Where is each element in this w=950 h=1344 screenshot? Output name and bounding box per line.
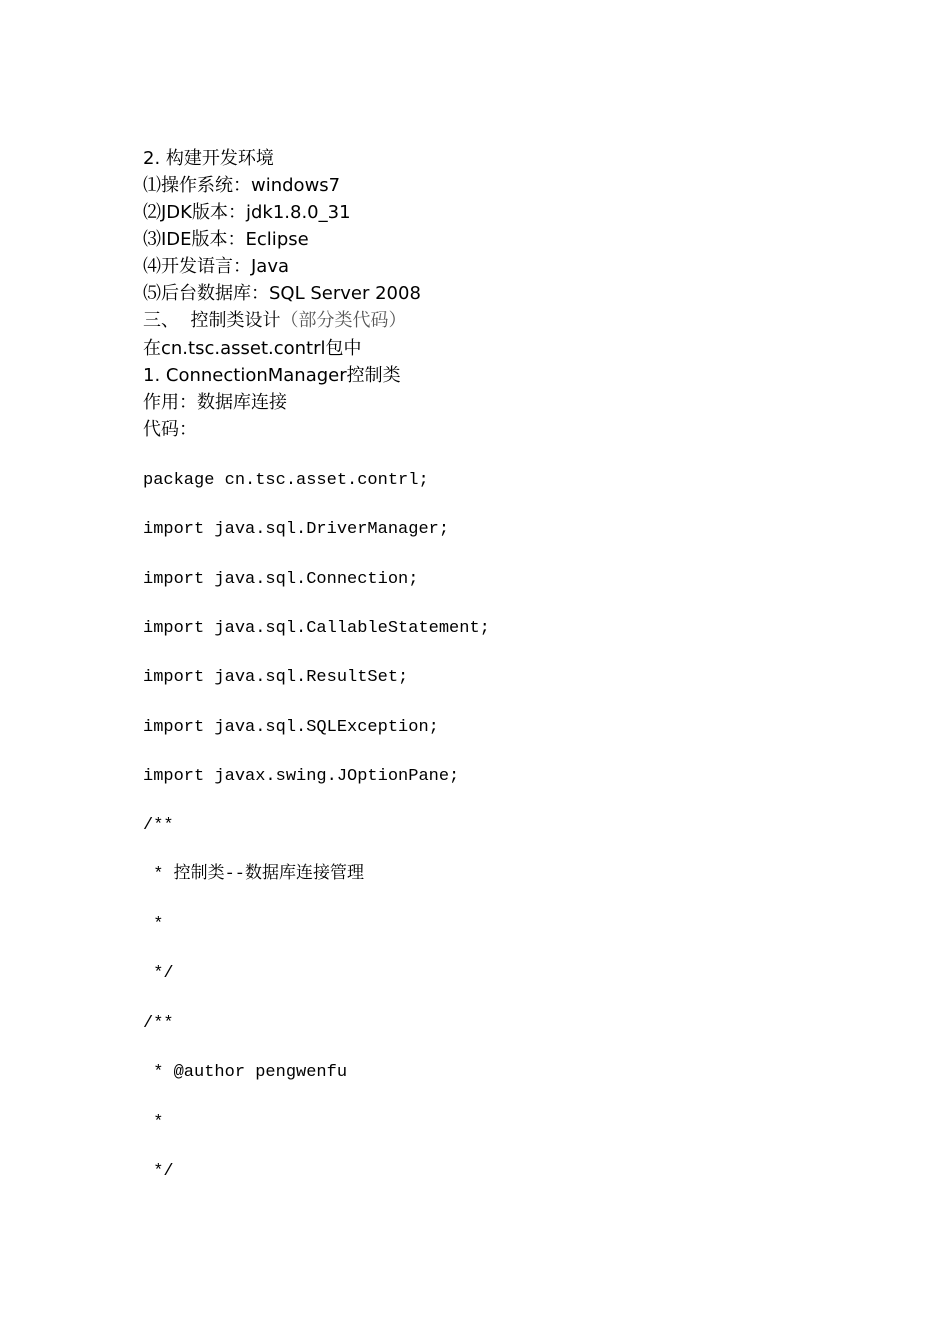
heading-note: （部分类代码） [280, 310, 407, 331]
code-line: import java.sql.CallableStatement; [143, 619, 490, 638]
code-line: import java.sql.SQLException; [143, 718, 439, 737]
section-control-heading [143, 310, 406, 332]
code-line: * @author pengwenfu [143, 1063, 348, 1082]
class-purpose: 作用：数据库连接 [143, 392, 287, 413]
env-item-database: ⑸后台数据库：SQL Server 2008 [143, 283, 421, 304]
code-line: * [143, 1113, 164, 1132]
code-line: import javax.swing.JOptionPane; [143, 767, 460, 786]
section-env-title: 2. 构建开发环境 [143, 148, 274, 169]
code-line: /** [143, 1014, 174, 1033]
code-line: */ [143, 964, 174, 983]
code-line: * 控制类--数据库连接管理 [143, 865, 365, 884]
code-line: /** [143, 816, 174, 835]
code-label: 代码： [143, 419, 197, 440]
env-item-language: ⑷开发语言：Java [143, 256, 290, 277]
code-line: import java.sql.ResultSet; [143, 668, 409, 687]
code-line: */ [143, 1162, 174, 1181]
class-title: 1. ConnectionManager控制类 [143, 365, 401, 386]
code-line: * [143, 915, 164, 934]
env-item-ide: ⑶IDE版本：Eclipse [143, 229, 309, 250]
code-line: package cn.tsc.asset.contrl; [143, 471, 429, 490]
package-line: 在cn.tsc.asset.contrl包中 [143, 338, 362, 359]
heading-main: 三、 控制类设计 [143, 310, 281, 331]
code-line: import java.sql.Connection; [143, 570, 419, 589]
code-line: import java.sql.DriverManager; [143, 520, 450, 539]
env-item-os: ⑴操作系统：windows7 [143, 175, 341, 196]
env-item-jdk: ⑵JDK版本：jdk1.8.0_31 [143, 202, 351, 223]
